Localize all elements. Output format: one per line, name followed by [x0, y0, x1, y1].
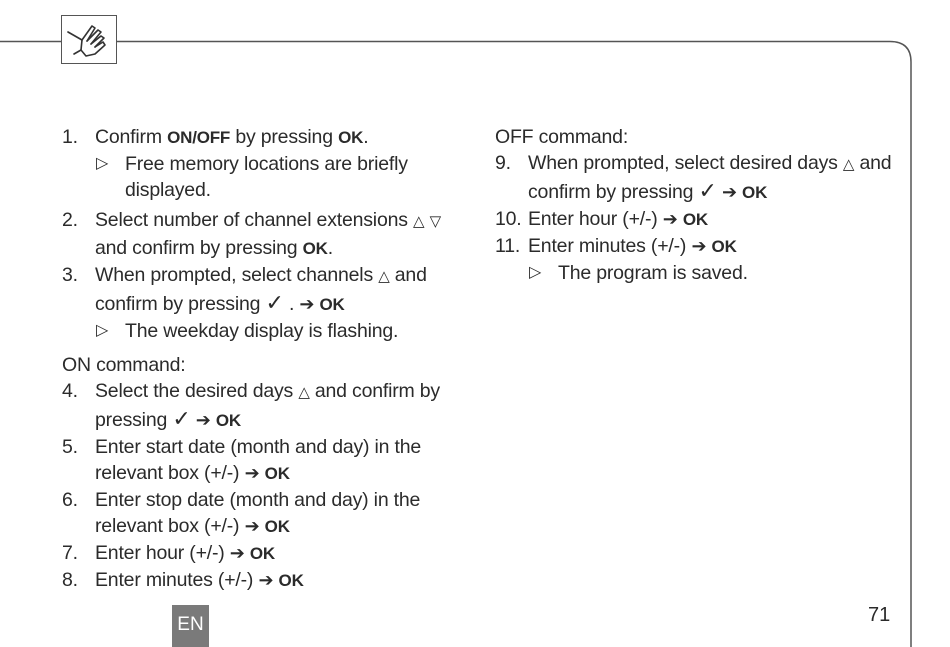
punctuation: . [363, 126, 369, 148]
ok-key-label: OK [302, 239, 328, 258]
ok-key-label: OK [711, 237, 737, 256]
step-number: 8. [62, 569, 78, 591]
step-text: Enter minutes (+/-) [95, 569, 254, 591]
down-triangle-icon: ▽ [429, 213, 441, 230]
step-text: Enter hour (+/-) [95, 542, 225, 564]
step-text: and confirm by pressing [95, 237, 298, 259]
step-text: Select the desired days [95, 380, 294, 402]
step-text: by pressing [235, 126, 333, 148]
step-6 [62, 487, 462, 540]
step-text: Select number of channel extensions [95, 209, 408, 231]
step-text: and confirm by pressing [95, 380, 440, 431]
ok-key-label: OK [264, 517, 290, 536]
step-2 [62, 207, 462, 262]
check-icon: ✓ [698, 178, 717, 203]
step-1 [62, 124, 462, 151]
step-10 [495, 206, 915, 233]
punctuation: . [288, 293, 295, 315]
arrow-right-icon: ➔ [229, 543, 245, 563]
on-off-key-label: ON/OFF [167, 128, 231, 147]
result-text: Free memory locations are briefly displayed. [125, 153, 408, 201]
step-number: 10. [495, 208, 522, 230]
step-number: 11. [495, 235, 521, 257]
arrow-right-icon: ➔ [244, 516, 260, 536]
result-text: The weekday display is flashing. [125, 320, 399, 342]
step-text: Enter hour (+/-) [528, 208, 658, 230]
result-triangle-icon: ▷ [529, 264, 542, 281]
ok-key-label: OK [319, 295, 345, 314]
on-command-heading: ON command: [62, 354, 186, 376]
arrow-right-icon: ➔ [258, 570, 274, 590]
left-column [62, 124, 462, 594]
step-text: and confirm by pressing [95, 264, 427, 315]
pointing-hand-icon [61, 15, 117, 64]
step-number: 3. [62, 264, 78, 286]
step-11 [495, 233, 915, 260]
page-number: 71 [868, 604, 891, 626]
step-number: 1. [62, 126, 78, 148]
step-text: and confirm by pressing [528, 152, 892, 203]
step-number: 9. [495, 152, 511, 174]
step-5 [62, 434, 462, 487]
up-triangle-icon: △ [378, 268, 390, 285]
right-column [495, 124, 915, 286]
step-1-result [62, 151, 462, 203]
ok-key-label: OK [682, 210, 708, 229]
arrow-right-icon: ➔ [299, 294, 315, 314]
step-number: 2. [62, 209, 78, 231]
step-text: When prompted, select channels [95, 264, 373, 286]
step-3-result [62, 318, 462, 344]
arrow-right-icon: ➔ [721, 182, 737, 202]
ok-key-label: OK [264, 464, 290, 483]
arrow-right-icon: ➔ [662, 209, 678, 229]
step-text: Enter minutes (+/-) [528, 235, 687, 257]
ok-key-label: OK [338, 128, 364, 147]
punctuation: . [327, 237, 333, 259]
step-8 [62, 567, 462, 594]
arrow-right-icon: ➔ [691, 236, 707, 256]
step-7 [62, 540, 462, 567]
step-text: Enter stop date (month and day) in the relevant box (+/-) [95, 489, 421, 537]
off-command-heading: OFF command: [495, 126, 629, 148]
step-3 [62, 262, 462, 318]
arrow-right-icon: ➔ [244, 463, 260, 483]
step-11-result [495, 260, 915, 286]
result-triangle-icon: ▷ [96, 322, 109, 339]
result-triangle-icon: ▷ [96, 155, 109, 172]
step-text: Enter start date (month and day) in the relevant box (+/-) [95, 436, 422, 484]
step-9 [495, 150, 915, 206]
ok-key-label: OK [249, 544, 275, 563]
language-tab: EN [172, 605, 209, 647]
step-text: When prompted, select desired days [528, 152, 838, 174]
step-number: 4. [62, 380, 78, 402]
ok-key-label: OK [215, 411, 241, 430]
up-triangle-icon: △ [413, 213, 425, 230]
step-number: 5. [62, 436, 78, 458]
ok-key-label: OK [278, 571, 304, 590]
step-text: Confirm [95, 126, 162, 148]
up-triangle-icon: △ [842, 156, 855, 173]
check-icon: ✓ [265, 290, 284, 315]
step-number: 7. [62, 542, 78, 564]
step-4 [62, 378, 462, 434]
check-icon: ✓ [172, 406, 191, 431]
arrow-right-icon: ➔ [195, 410, 211, 430]
step-number: 6. [62, 489, 78, 511]
result-text: The program is saved. [558, 262, 748, 284]
ok-key-label: OK [742, 183, 768, 202]
up-triangle-icon: △ [298, 384, 310, 401]
